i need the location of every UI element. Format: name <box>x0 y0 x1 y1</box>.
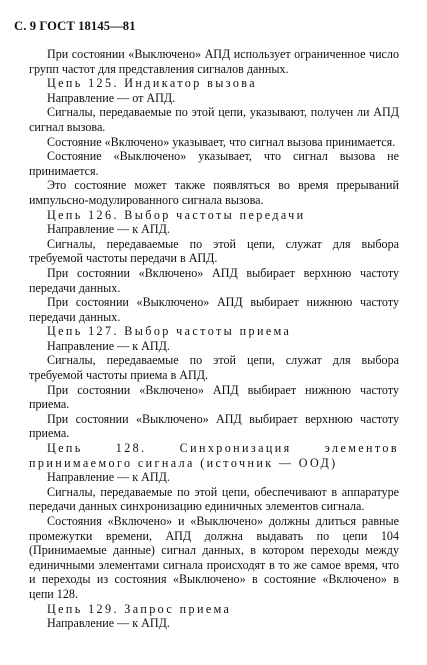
paragraph: При состоянии «Выключено» АПД выбирает верхнюю частоту приема. <box>29 411 399 441</box>
paragraph: Направление — к АПД. <box>47 616 170 631</box>
paragraph: При состоянии «Выключено» АПД выбирает нижнюю частоту передачи данных. <box>29 295 399 324</box>
paragraph: При состоянии «Выключено» АПД использует ограниченное число групп частот для представления сигналов данных. <box>29 47 399 76</box>
paragraph: Сигналы, передаваемые по этой цепи, служат для выбора требуемой частоты приема в АПД. <box>29 353 399 383</box>
circuit-heading: Цепь 129. Запрос приема <box>47 601 232 616</box>
circuit-heading: Цепь 128. Синхронизация элементов принимаемого сигнала (источник — ООД) <box>29 441 399 470</box>
circuit-heading: Цепь 126. Выбор частоты передачи <box>47 207 306 222</box>
circuit-heading: Цепь 127. Выбор частоты приема <box>47 324 292 339</box>
paragraph: Сигналы, передаваемые по этой цепи, служат для выбора требуемой частоты передачи в АПД. <box>29 236 399 266</box>
paragraph: Направление — к АПД. <box>47 470 170 485</box>
page-header: С. 9 ГОСТ 18145—81 <box>14 19 136 33</box>
document-body <box>29 47 399 631</box>
paragraph: Это состояние может также появляться во время прерываний импульсно-модулированного сигнала вызова. <box>29 178 399 207</box>
paragraph: Сигналы, передаваемые по этой цепи, указывают, получен ли АПД сигнал вызова. <box>29 105 399 134</box>
paragraph: Состояние «Включено» указывает, что сигнал вызова принимается. <box>47 134 396 149</box>
paragraph: Направление — от АПД. <box>47 90 176 105</box>
circuit-heading: Цепь 125. Индикатор вызова <box>47 76 258 91</box>
paragraph: Направление — к АПД. <box>47 222 170 237</box>
paragraph: Состояния «Включено» и «Выключено» должны длиться равные промежутки времени, АПД должна выдавать по цепи 104 (Принимаемые данные) сигнал данных, в котором переходы между единичными элементами сигнала происходят в то же самое время, что и переходы из состояния «Выключено» в состояние «Включено» в цепи 128. <box>29 514 399 601</box>
paragraph: Направление — к АПД. <box>47 338 170 353</box>
paragraph: Сигналы, передаваемые по этой цепи, обеспечивают в аппаратуре передачи данных синхронизацию единичных элементов сигнала. <box>29 484 399 514</box>
paragraph: При состоянии «Включено» АПД выбирает верхнюю частоту передачи данных. <box>29 265 399 295</box>
paragraph: При состоянии «Включено» АПД выбирает нижнюю частоту приема. <box>29 382 399 412</box>
paragraph: Состояние «Выключено» указывает, что сигнал вызова не принимается. <box>29 149 399 178</box>
